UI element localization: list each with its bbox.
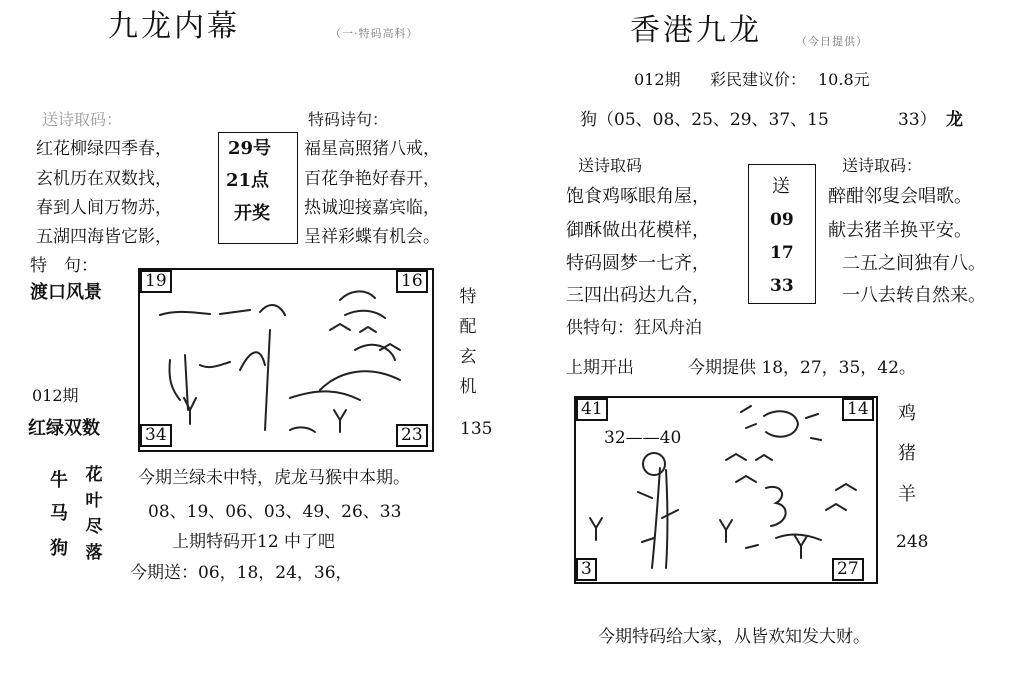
- poem-line: 特码圆梦一七齐，: [566, 253, 710, 274]
- side-char: 特: [459, 287, 477, 307]
- right-side-number: 248: [896, 532, 929, 552]
- tema-line: 热诚迎接嘉宾临，: [304, 198, 440, 218]
- poem-line: 御酥做出花模样，: [566, 220, 710, 241]
- side-char: 机: [459, 377, 477, 397]
- left-title-subtext: （一·特码高科）: [330, 27, 419, 40]
- right-corner-top-right: 14: [842, 398, 874, 421]
- left-sketch-frame: [138, 268, 434, 452]
- provide-numbers: 今期提供 18，27，35，42。: [688, 358, 916, 378]
- right-title: 香港九龙: [630, 13, 762, 48]
- last-open-label: 上期开出: [566, 358, 634, 378]
- poem-line: 饱食鸡啄眼角屋，: [566, 186, 710, 207]
- left-tema-header: 特码诗句：: [308, 110, 389, 129]
- color-label: 红绿双数: [28, 418, 100, 439]
- note-line: 今期送：06，18，24，36，: [130, 563, 353, 583]
- draw-date-number: 29号: [228, 138, 272, 159]
- note-numbers: 08、19、06、03、49、26、33: [148, 502, 402, 522]
- side-zodiac-rooster: 鸡: [898, 403, 916, 424]
- right-footer: 今期特码给大家，从皆欢知发大财。: [598, 627, 870, 647]
- right-title-subtext: （今日提供）: [796, 35, 868, 48]
- tema-line: 福星高照猪八戒，: [304, 139, 440, 159]
- right-poem-header-right: 送诗取码：: [842, 156, 923, 175]
- right-corner-bottom-left: 3: [576, 558, 597, 581]
- flower-char: 花: [85, 465, 103, 485]
- left-corner-top-left: 19: [140, 270, 172, 293]
- draw-date-label: 开奖: [234, 203, 270, 224]
- send-number: 33: [770, 276, 794, 296]
- right-corner-top-left: 41: [576, 398, 608, 421]
- flower-char: 尽: [85, 517, 103, 537]
- gongte-line: 供特句：狂风舟泊: [566, 318, 702, 338]
- poem-line: 一八去转自然来。: [842, 285, 986, 306]
- dog-dragon-numbers: 狗（05、08、25、29、37、15: [580, 110, 829, 130]
- send-number: 17: [770, 243, 794, 263]
- side-zodiac-goat: 羊: [898, 484, 916, 505]
- zodiac-dog: 狗: [50, 538, 68, 559]
- price-label: 彩民建议价：: [710, 70, 807, 89]
- right-sketch-frame: [574, 396, 878, 584]
- poem-line: 玄机历在双数找，: [36, 169, 172, 189]
- dog-dragon-end: 龙: [946, 110, 963, 130]
- right-poem-header-left: 送诗取码: [578, 156, 643, 175]
- dog-dragon-last: 33）: [898, 110, 937, 130]
- poem-line: 醉酣邻叟会唱歌。: [828, 186, 972, 207]
- right-sketch-drawing: [576, 398, 876, 582]
- poem-line: 三四出码达九合，: [566, 285, 710, 306]
- poem-line: 春到人间万物苏，: [36, 198, 172, 218]
- flower-char: 落: [85, 543, 103, 563]
- left-side-vertical: [458, 282, 478, 402]
- zodiac-horse: 马: [50, 503, 68, 524]
- tejv-label: 特 句：: [30, 256, 98, 276]
- poem-line: 红花柳绿四季春，: [36, 139, 172, 159]
- flower-char: 叶: [85, 491, 103, 511]
- left-poem-header: 送诗取码：: [42, 110, 123, 129]
- zodiac-ox: 牛: [50, 470, 68, 491]
- send-number: 09: [770, 210, 794, 230]
- tema-line: 百花争艳好春开，: [304, 169, 440, 189]
- note-line: 今期兰绿未中特，虎龙马猴中本期。: [138, 468, 410, 488]
- left-side-number: 135: [460, 419, 493, 439]
- left-corner-bottom-left: 34: [140, 424, 172, 447]
- scene-title: 渡口风景: [30, 282, 102, 303]
- note-line: 上期特码开12 中了吧: [172, 532, 336, 552]
- left-corner-top-right: 16: [396, 270, 428, 293]
- send-label: 送: [772, 176, 790, 197]
- right-pic-label: 32——40: [604, 428, 682, 448]
- left-issue: 012期: [32, 386, 79, 405]
- poem-line: 五湖四海皆它影，: [36, 227, 172, 247]
- side-char: 玄: [459, 347, 477, 367]
- tema-line: 呈祥彩蝶有机会。: [304, 227, 440, 247]
- poem-line: 二五之间独有八。: [842, 253, 986, 274]
- left-title: 九龙内幕: [108, 9, 240, 44]
- right-issue: 012期: [634, 70, 681, 89]
- draw-date-time: 21点: [226, 170, 270, 191]
- price-value: 10.8元: [818, 70, 870, 89]
- right-corner-bottom-right: 27: [832, 558, 864, 581]
- side-char: 配: [459, 317, 477, 337]
- side-zodiac-pig: 猪: [898, 443, 916, 464]
- left-corner-bottom-right: 23: [396, 424, 428, 447]
- poem-line: 献去猪羊换平安。: [828, 220, 972, 241]
- left-sketch-drawing: [140, 270, 432, 450]
- flower-vertical: [84, 462, 104, 566]
